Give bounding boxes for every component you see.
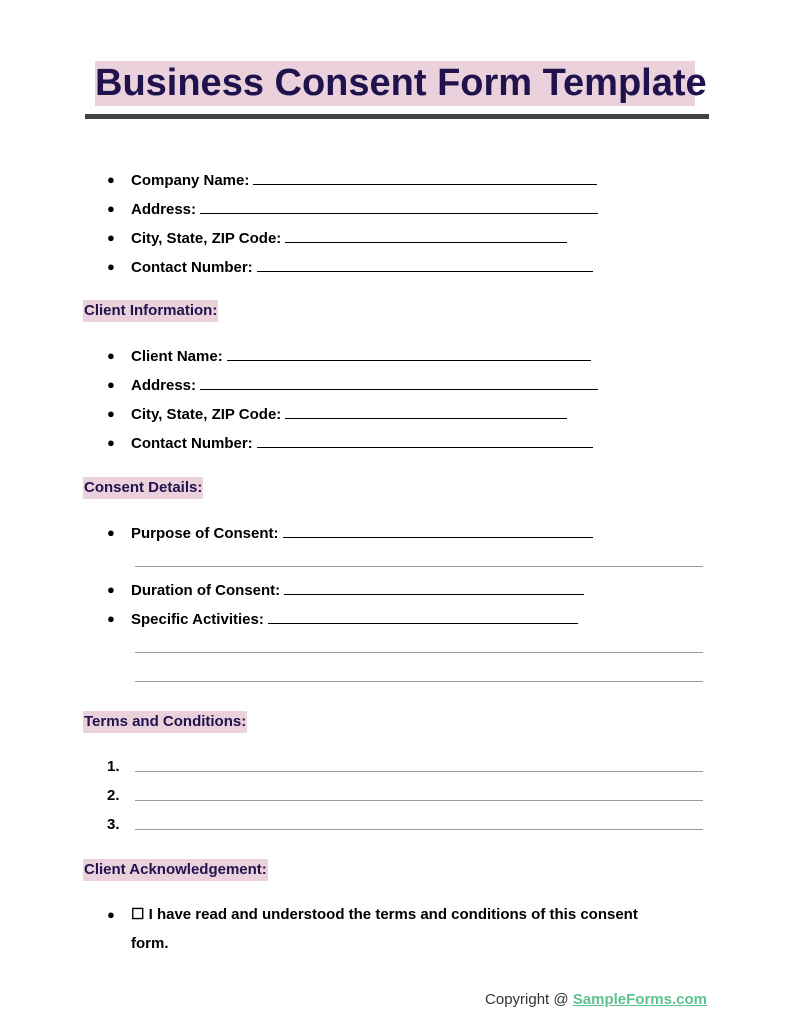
fill-blank[interactable] (253, 170, 597, 185)
copyright-footer: Copyright @ SampleForms.com (485, 991, 707, 1008)
fill-blank[interactable] (200, 375, 598, 390)
section-heading-consent: Consent Details: (83, 477, 203, 499)
term-item: 2. (107, 787, 120, 804)
title-divider (85, 114, 709, 119)
section-heading-client: Client Information: (83, 300, 218, 322)
fill-line[interactable] (135, 652, 703, 653)
fill-blank[interactable] (227, 346, 591, 361)
page-title: Business Consent Form Template (95, 62, 707, 104)
fill-line[interactable] (135, 800, 703, 801)
fill-line[interactable] (135, 681, 703, 682)
fill-blank[interactable] (285, 228, 567, 243)
fill-blank[interactable] (200, 199, 598, 214)
fill-blank[interactable] (257, 433, 593, 448)
document-page: Business Consent Form Template ● Company Name: ● Address: ● City, State, ZIP Code: ● Contact Number: Client Information: ● Client Name: ● Address: ● City, State, ZIP Code: ● Contact Number: Consent Details: ● Purpose of Consent: ● Duration of Consent: ● Specific Activities: Terms and Conditions: 1. 2. 3. Client Acknowledgement: ● ☐ I have read and understood the terms and conditions of this consent form. Copyright @ SampleForms.com (0, 0, 796, 1036)
fill-line[interactable] (135, 829, 703, 830)
sampleforms-link[interactable]: SampleForms.com (572, 991, 707, 1008)
fill-line[interactable] (135, 771, 703, 772)
fill-blank[interactable] (284, 580, 584, 595)
fill-blank[interactable] (268, 609, 578, 624)
section-heading-acknowledgement: Client Acknowledgement: (83, 859, 268, 881)
fill-blank[interactable] (285, 404, 567, 419)
fill-blank[interactable] (283, 523, 593, 538)
section-heading-terms: Terms and Conditions: (83, 711, 247, 733)
term-item: 1. (107, 758, 120, 775)
fill-blank[interactable] (257, 257, 593, 272)
term-item: 3. (107, 816, 120, 833)
fill-line[interactable] (135, 566, 703, 567)
